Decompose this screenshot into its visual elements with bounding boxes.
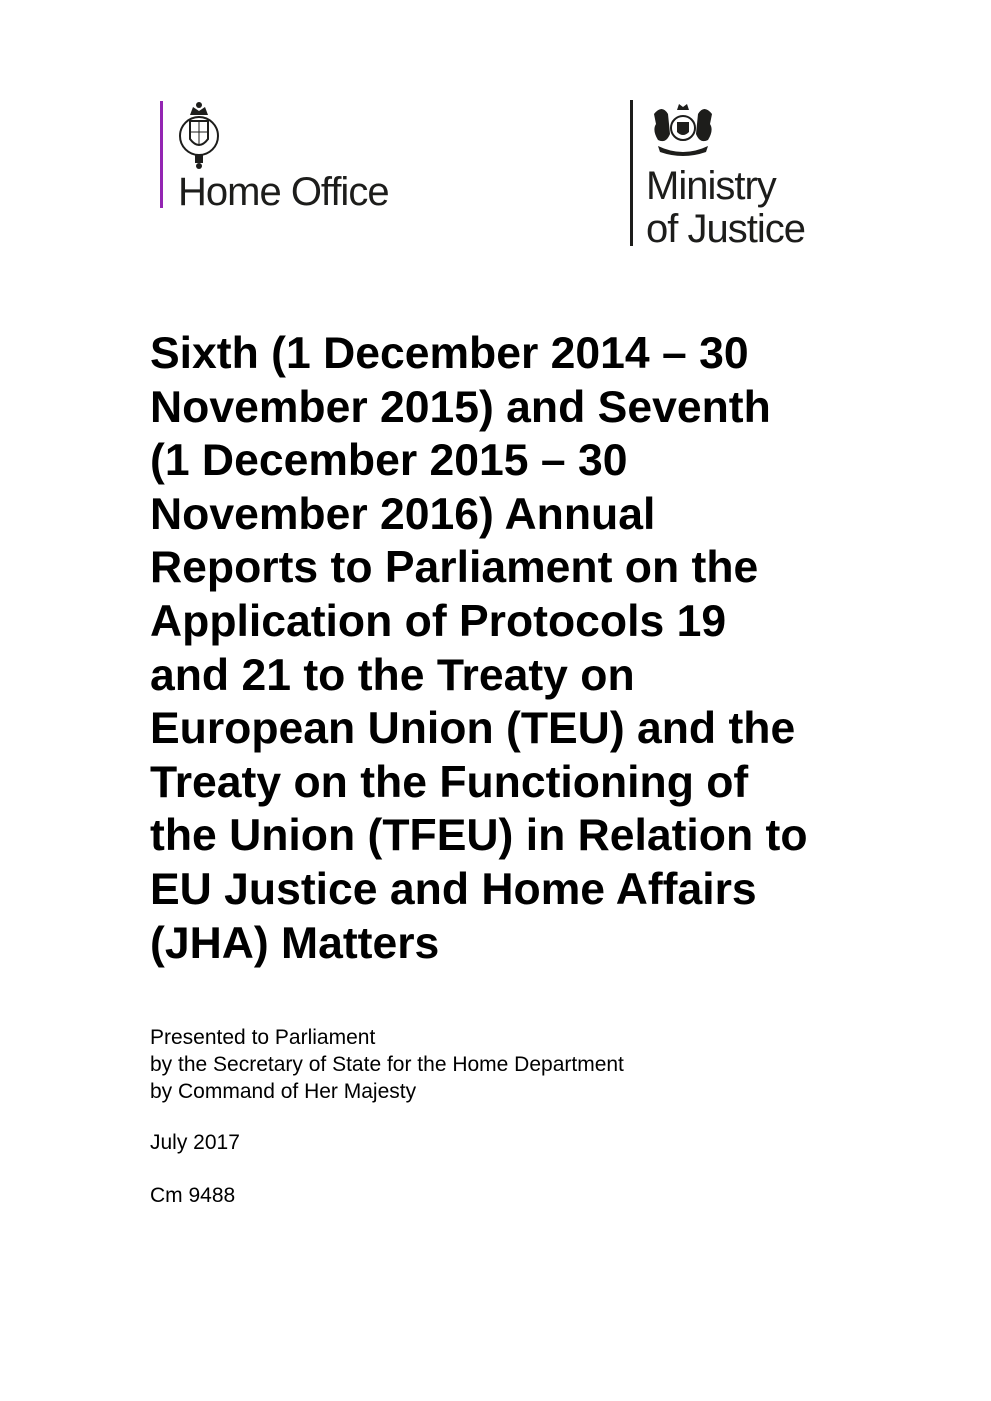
title-line: November 2015) and Seventh — [150, 382, 771, 432]
ministry-of-justice-logo-text — [646, 165, 805, 251]
title-line: Reports to Parliament on the — [150, 543, 759, 593]
royal-crest-icon — [178, 101, 220, 169]
title-line: the Union (TFEU) in Relation to — [150, 811, 808, 861]
moj-line-2: of Justice — [646, 207, 805, 251]
title-line: Application of Protocols 19 — [150, 596, 727, 646]
command-number: Cm 9488 — [150, 1184, 236, 1207]
publication-date: July 2017 — [150, 1131, 240, 1154]
presented-line: by the Secretary of State for the Home Department — [150, 1053, 624, 1076]
title-line: November 2016) Annual — [150, 489, 656, 539]
title-line: Treaty on the Functioning of — [150, 757, 749, 807]
moj-divider-bar — [630, 100, 633, 246]
home-office-logo-text: Home Office — [178, 170, 389, 214]
title-line: Sixth (1 December 2014 – 30 — [150, 329, 749, 378]
royal-coat-of-arms-icon — [648, 100, 718, 158]
title-line: European Union (TEU) and the — [150, 704, 796, 754]
document-title — [150, 327, 808, 970]
presented-line: Presented to Parliament — [150, 1026, 376, 1049]
moj-line-1: Ministry — [646, 164, 776, 208]
title-line: and 21 to the Treaty on — [150, 650, 635, 700]
home-office-accent-bar — [160, 101, 163, 208]
presented-statement — [150, 1024, 624, 1105]
title-line: (1 December 2015 – 30 — [150, 436, 628, 486]
title-line: EU Justice and Home Affairs — [150, 864, 757, 914]
presented-line: by Command of Her Majesty — [150, 1080, 417, 1103]
title-line: (JHA) Matters — [150, 918, 440, 968]
